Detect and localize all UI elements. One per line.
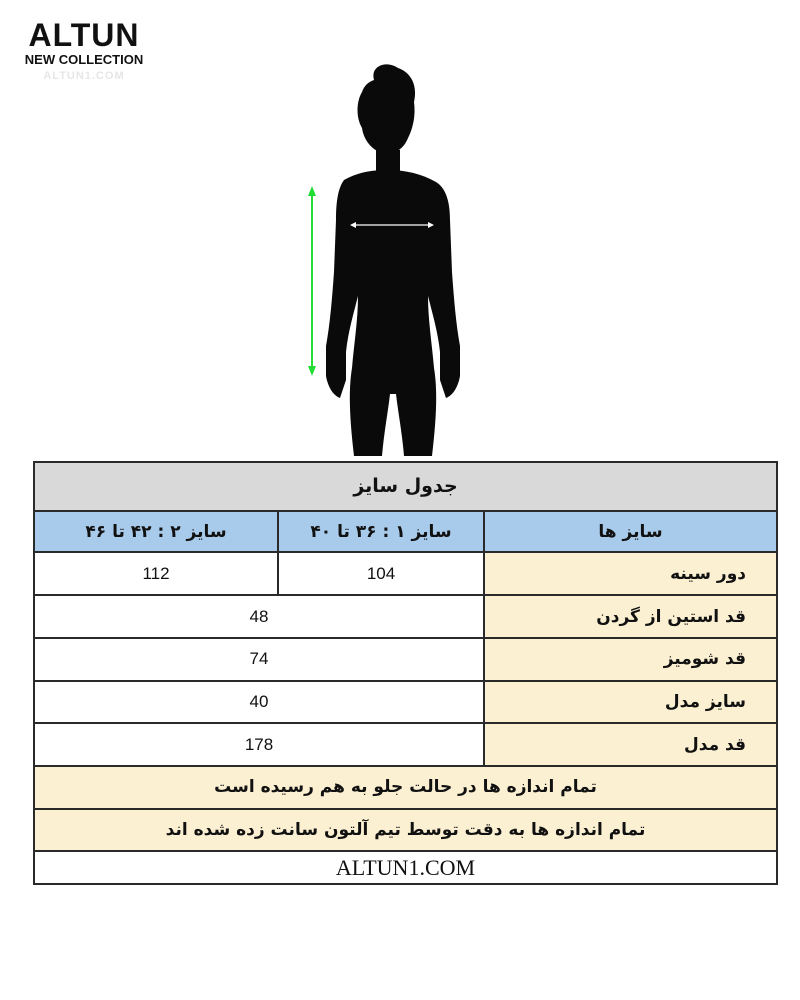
table-row xyxy=(34,595,777,638)
size-chart-table xyxy=(33,461,778,885)
sleeve-value: 48 xyxy=(34,595,484,638)
size-chart-header-row xyxy=(34,511,777,553)
site-url: ALTUN1.COM xyxy=(34,851,777,884)
note-1: تمام اندازه ها در حالت جلو به هم رسیده است xyxy=(34,766,777,809)
logo-brand: ALTUN xyxy=(28,17,140,53)
size-chart-title: جدول سایز xyxy=(34,462,777,511)
header-label: سایز ها xyxy=(484,511,777,553)
note-row xyxy=(34,766,777,809)
site-row xyxy=(34,851,777,884)
row-label-shirt-length: قد شومیز xyxy=(484,638,777,681)
model-size-value: 40 xyxy=(34,681,484,724)
logo-site-watermark: ALTUN1.COM xyxy=(43,70,125,82)
note-2: تمام اندازه ها به دقت توسط تیم آلتون سانت زده شده اند xyxy=(34,809,777,852)
logo-collection: NEW COLLECTION xyxy=(24,52,144,67)
row-label-sleeve: قد استین از گردن xyxy=(484,595,777,638)
row-label-model-height: قد مدل xyxy=(484,723,777,766)
table-row xyxy=(34,552,777,595)
model-height-value: 178 xyxy=(34,723,484,766)
brand-logo xyxy=(14,18,154,84)
row-label-chest: دور سینه xyxy=(484,552,777,595)
table-row xyxy=(34,681,777,724)
header-size2: سایز ۲ : ۴۲ تا ۴۶ xyxy=(34,511,278,553)
chest-size2-value: 112 xyxy=(34,552,278,595)
row-label-model-size: سایز مدل xyxy=(484,681,777,724)
shirt-length-value: 74 xyxy=(34,638,484,681)
note-row xyxy=(34,809,777,852)
table-row xyxy=(34,638,777,681)
size-chart-title-row xyxy=(34,462,777,511)
model-silhouette-illustration xyxy=(300,62,480,462)
header-size1: سایز ۱ : ۳۶ تا ۴۰ xyxy=(278,511,484,553)
table-row xyxy=(34,723,777,766)
chest-size1-value: 104 xyxy=(278,552,484,595)
silhouette-icon xyxy=(326,64,460,456)
